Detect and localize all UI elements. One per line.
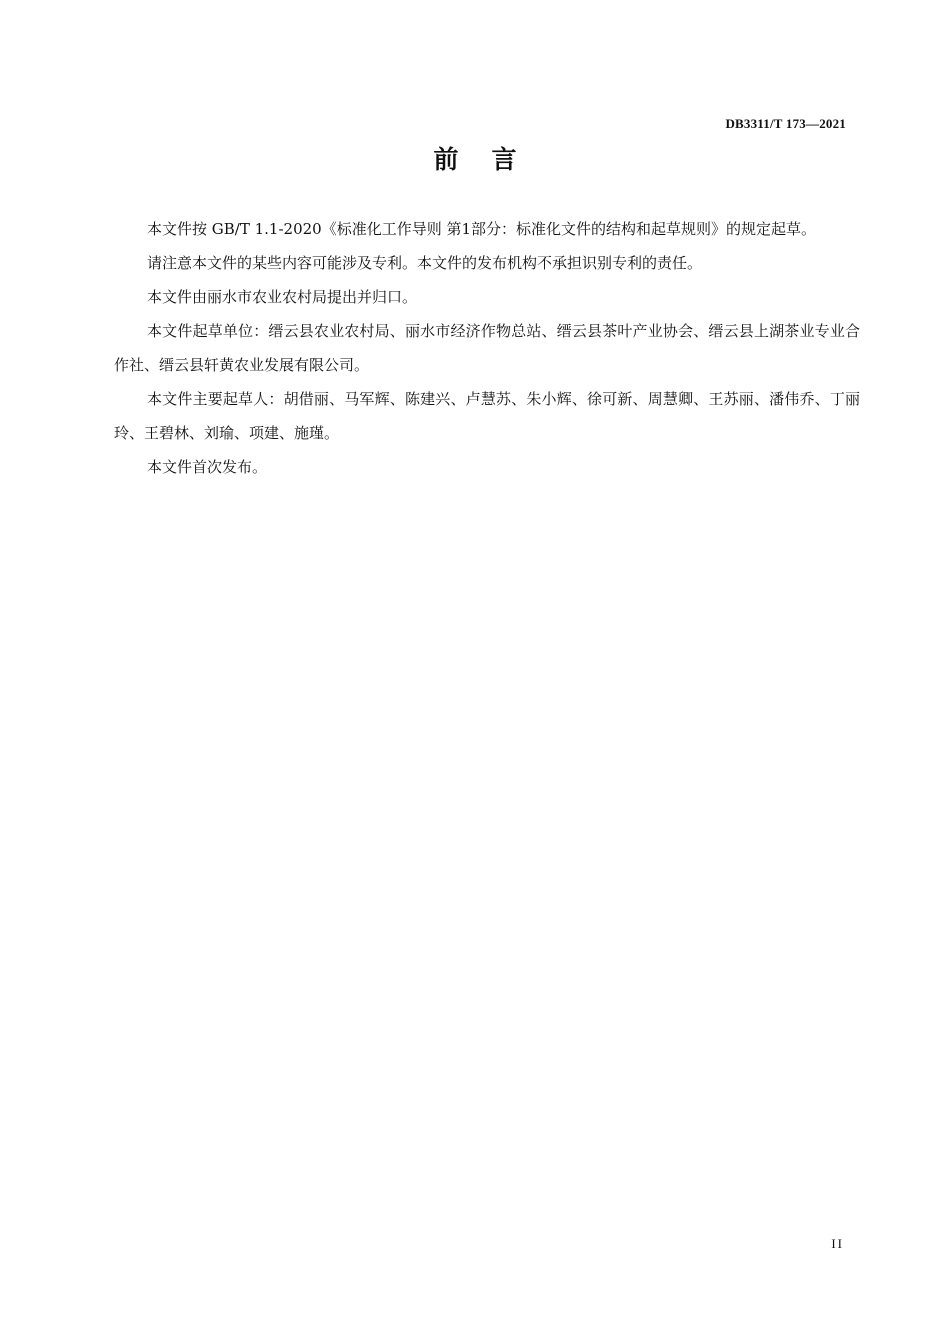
foreword-body bbox=[114, 212, 860, 484]
document-code: DB3311/T 173—2021 bbox=[725, 116, 846, 131]
paragraph-drafters: 本文件主要起草人：胡借丽、马军辉、陈建兴、卢慧苏、朱小辉、徐可新、周慧卿、王苏丽、潘伟乔、丁丽玲、王碧林、刘瑜、项建、施瑾。 bbox=[114, 390, 860, 442]
paragraph-patent-notice: 请注意本文件的某些内容可能涉及专利。本文件的发布机构不承担识别专利的责任。 bbox=[147, 254, 703, 272]
page-number: II bbox=[831, 1236, 844, 1251]
paragraph-first-release: 本文件首次发布。 bbox=[147, 458, 268, 476]
paragraph-drafting-units: 本文件起草单位：缙云县农业农村局、丽水市经济作物总站、缙云县茶叶产业协会、缙云县上湖茶业专业合作社、缙云县轩黄农业发展有限公司。 bbox=[114, 322, 860, 374]
section-title: 前言 bbox=[433, 145, 550, 174]
paragraph-drafting-basis: 本文件按 GB/T 1.1-2020《标准化工作导则 第1部分：标准化文件的结构和起草规则》的规定起草。 bbox=[147, 220, 817, 238]
paragraph-proposer: 本文件由丽水市农业农村局提出并归口。 bbox=[147, 288, 418, 306]
